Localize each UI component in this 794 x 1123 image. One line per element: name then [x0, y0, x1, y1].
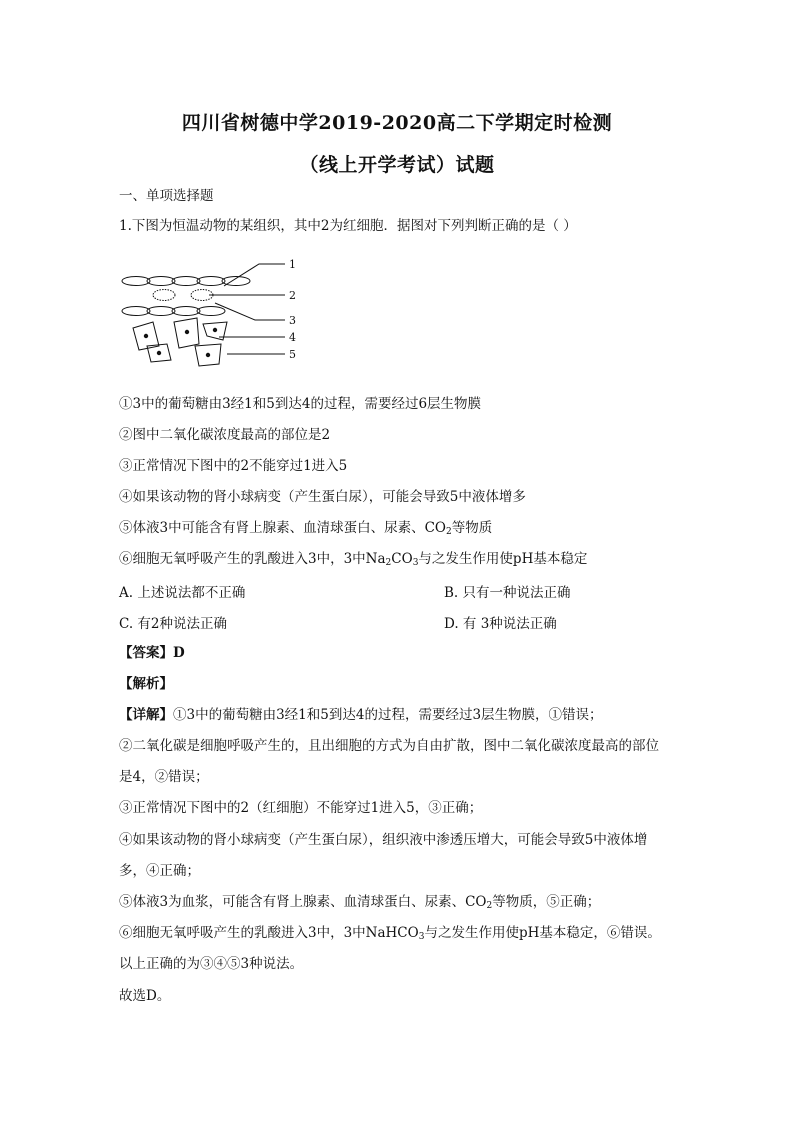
statement-3: ③正常情况下图中的2不能穿过1进入5: [119, 458, 348, 474]
figure-label-3: 3: [289, 314, 296, 327]
statement-1: ①3中的葡萄糖由3经1和5到达4的过程，需要经过6层生物膜: [119, 396, 482, 412]
answer-line: 【答案】D: [119, 645, 185, 661]
cell-nucleus: [157, 351, 161, 355]
analysis-line-2: ②二氧化碳是细胞呼吸产生的，且出细胞的方式为自由扩散，图中二氧化碳浓度最高的部位: [119, 738, 659, 754]
capillary-wall-cell: [172, 277, 200, 286]
title-line-2: （线上开学考试）试题: [299, 154, 495, 176]
analysis-line-1: 【详解】①3中的葡萄糖由3经1和5到达4的过程，需要经过3层生物膜，①错误；: [119, 707, 603, 723]
cell-nucleus: [213, 328, 217, 332]
capillary-wall-cell: [147, 277, 175, 286]
cell-nucleus: [206, 353, 210, 357]
analysis-line-4: ③正常情况下图中的2（红细胞）不能穿过1进入5，③正确；: [119, 800, 483, 816]
statement-5: ⑤体液3中可能含有肾上腺素、血清球蛋白、尿素、$CO_2$等物质: [119, 520, 493, 537]
section-heading: 一、单项选择题: [119, 188, 214, 204]
capillary-wall-cell: [122, 307, 150, 316]
red-blood-cell: [153, 290, 175, 301]
leader-line-1: [224, 264, 285, 286]
title-line-1: 四川省树德中学2019-2020高二下学期定时检测: [181, 112, 613, 134]
capillary-wall-cell: [147, 307, 175, 316]
option-a: A. 上述说法都不正确: [119, 585, 246, 601]
question-stem: 1.下图为恒温动物的某组织，其中2为红细胞．据图对下列判断正确的是（ ）: [119, 218, 577, 234]
capillary-wall-cell: [197, 307, 225, 316]
analysis-line-3: 是4，②错误；: [119, 769, 209, 785]
analysis-line-5: ④如果该动物的肾小球病变（产生蛋白尿），组织液中渗透压增大，可能会导致5中液体增: [119, 832, 648, 848]
figure-label-2: 2: [289, 289, 296, 302]
tissue-diagram: [119, 256, 319, 368]
analysis-line-10: 故选D。: [119, 988, 171, 1004]
cell-nucleus: [144, 334, 148, 338]
option-c: C. 有2种说法正确: [119, 616, 228, 632]
analysis-line-6: 多，④正确；: [119, 863, 200, 879]
statement-6: ⑥细胞无氧呼吸产生的乳酸进入3中，3中$Na_2CO_3$与之发生作用使pH基本稳定: [119, 551, 588, 568]
option-d: D. 有 3种说法正确: [444, 616, 557, 632]
option-b: B. 只有一种说法正确: [444, 585, 571, 601]
statement-4: ④如果该动物的肾小球病变（产生蛋白尿），可能会导致5中液体增多: [119, 489, 526, 505]
analysis-line-8: ⑥细胞无氧呼吸产生的乳酸进入3中，3中NaHCO$_3$与之发生作用使pH基本稳定，⑥错误。: [119, 925, 661, 942]
figure-label-5: 5: [289, 348, 296, 361]
capillary-wall-cell: [172, 307, 200, 316]
statement-2: ②图中二氧化碳浓度最高的部位是2: [119, 427, 331, 443]
capillary-wall-cell: [197, 277, 225, 286]
capillary-wall-cell: [122, 277, 150, 286]
figure-label-1: 1: [289, 258, 296, 271]
analysis-line-7: ⑤体液3为血浆，可能含有肾上腺素、血清球蛋白、尿素、$CO_2$等物质，⑤正确；: [119, 894, 601, 911]
cell-nucleus: [185, 330, 189, 334]
figure-label-4: 4: [289, 331, 296, 344]
leader-line-3: [215, 303, 285, 320]
analysis-header: 【解析】: [119, 676, 173, 692]
analysis-line-9: 以上正确的为③④⑤3种说法。: [119, 956, 304, 972]
